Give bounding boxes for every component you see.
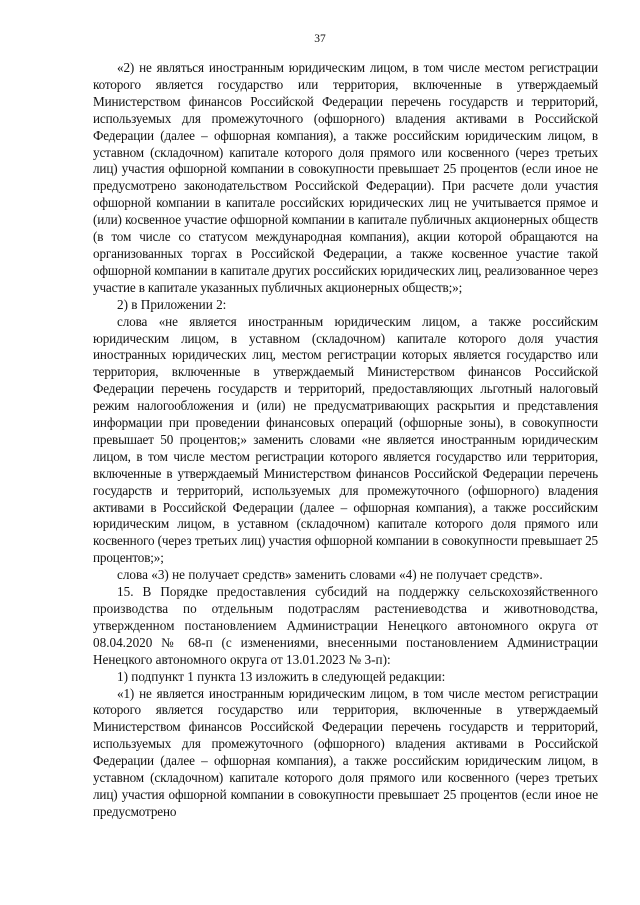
paragraph-new-edition: «1) не является иностранным юридическим лицом, в том числе местом регистрации которого является государство или территория, включенные в утверждаемый Министерством финансов Российской Федерации перечень государств и территорий, используемых для промежуточного (офшорного) владения активами в Российской Федерации (далее – офшорная компания), а также российским юридическим лицом, в уставном (складочном) капитале которого доля прямого или косвенного (через третьих лиц) участия офшорной компании в совокупности превышает 25 процентов (если иное не предусмотрено	[93, 685, 598, 819]
paragraph-replace-words: слова «не является иностранным юридическим лицом, а также российским юридическим лицом, в уставном (складочном) капитале которого доля участия иностранных юридических лиц, местом регистрации которых является государство или территория, включенные в утверждаемый Министерством финансов Российской Федерации перечень государств и территорий, предоставляющих льготный налоговый режим налогообложения и (или) не предусматривающих раскрытия и представления информации при проведении финансовых операций (офшорные зоны), в совокупности превышает 50 процентов;» заменить словами «не является иностранным юридическим лицом, в том числе местом регистрации которого является государство или территория, включенные в утверждаемый Министерством финансов Российской Федерации перечень государств и территорий, используемых для промежуточного (офшорного) владения активами в Российской Федерации (далее – офшорная компания), а также российским юридическим лицом, в уставном (складочном) капитале которого доля прямого или косвенного (через третьих лиц) участия офшорной компании в совокупности превышает 25 процентов;»;	[93, 313, 598, 566]
paragraph-appendix-2-heading: 2) в Приложении 2:	[117, 296, 227, 312]
page-number: 37	[314, 33, 326, 45]
paragraph-subpoint-1: 1) подпункт 1 пункта 13 изложить в следующей редакции:	[117, 668, 446, 684]
document-body	[93, 60, 598, 821]
paragraph-replace-words-3: слова «3) не получает средств» заменить словами «4) не получает средств».	[117, 567, 543, 583]
paragraph-offshore-clause-2: «2) не являться иностранным юридическим лицом, в том числе местом регистрации которого является государство или территория, включенные в утверждаемый Министерством финансов Российской Федерации перечень государств и территорий, используемых для промежуточного (офшорного) владения активами в Российской Федерации (далее – офшорная компания), а также российским юридическим лицом, в уставном (складочном) капитале которого доля прямого или косвенного (через третьих лиц) участия офшорной компании в совокупности превышает 25 процентов (если иное не предусмотрено законодательством Российской Федерации). При расчете доли участия офшорной компании в капитале российских юридических лиц не учитывается прямое и (или) косвенное участие офшорной компании в капитале публичных акционерных обществ (в том числе со статусом международная компания), акции которой обращаются на организованных торгах в Российской Федерации, а также косвенное участие такой офшорной компании в капитале других российских юридических лиц, реализованное через участие в капитале указанных публичных акционерных обществ;»;	[93, 60, 598, 295]
paragraph-section-15: 15. В Порядке предоставления субсидий на поддержку сельскохозяйственного производства по отдельным подотраслям растениеводства и животноводства, утвержденном постановлением Администрации Ненецкого автономного округа от 08.04.2020 № 68-п (с изменениями, внесенными постановлением Администрации Ненецкого автономного округа от 13.01.2023 № 3-п):	[93, 584, 598, 667]
